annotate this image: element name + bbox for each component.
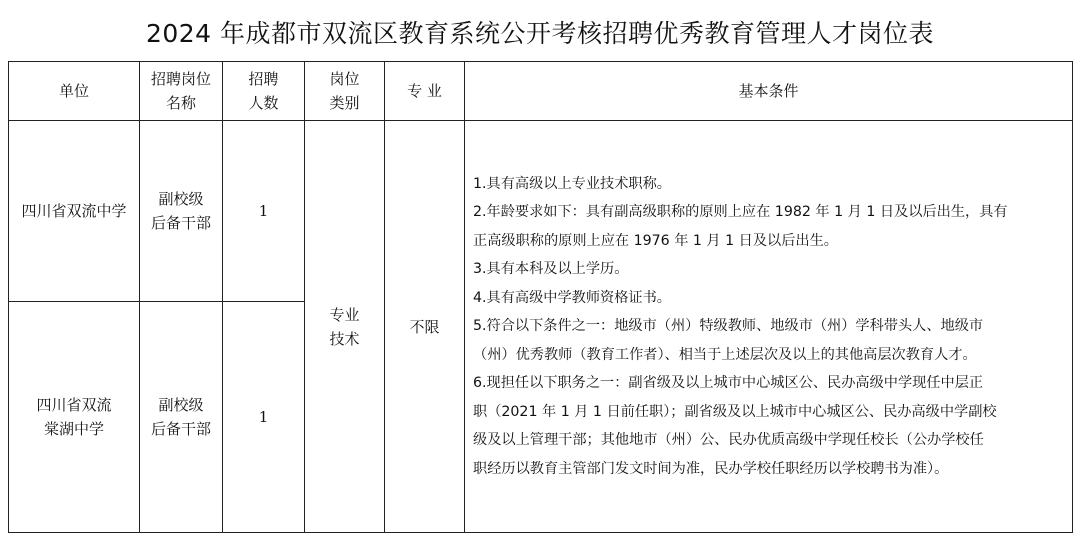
header-count-line2: 人数	[248, 94, 279, 112]
condition-line: 2.年龄要求如下：具有副高级职称的原则上应在 1982 年 1 月 1 日及以后出生，具有	[473, 204, 1008, 221]
position-line2: 后备干部	[150, 214, 211, 232]
condition-line: 职经历以教育主管部门发文时间为准，民办学校任职经历以学校聘书为准）。	[473, 460, 949, 477]
header-category-line2: 类别	[329, 94, 360, 112]
header-major: 专 业	[385, 62, 465, 121]
position-line1: 副校级	[158, 396, 204, 414]
header-unit: 单位	[9, 62, 140, 121]
condition-line: 3.具有本科及以上学历。	[473, 261, 629, 278]
page-title: 2024 年成都市双流区教育系统公开考核招聘优秀教育管理人才岗位表	[145, 19, 935, 48]
condition-line: 级及以上管理干部；其他地市（州）公、民办优质高级中学现任校长（公办学校任	[473, 432, 984, 449]
header-count	[223, 62, 305, 121]
count-cell: 1	[223, 121, 305, 302]
condition-line: 职（2021 年 1 月 1 日前任职）；副省级及以上城市中心城区公、民办高级中学副校	[473, 403, 997, 420]
conditions-cell	[465, 121, 1073, 533]
category-line1: 专业	[329, 305, 360, 324]
header-count-line1: 招聘	[248, 70, 279, 88]
header-row	[9, 62, 1073, 121]
unit-cell	[9, 302, 140, 533]
category-line2: 技术	[329, 329, 360, 348]
condition-line: 6.现担任以下职务之一：副省级及以上城市中心城区公、民办高级中学现任中层正	[473, 375, 984, 392]
category-cell	[305, 121, 385, 533]
header-position-name-line1: 招聘岗位	[150, 70, 211, 88]
unit-line1: 四川省双流	[36, 396, 112, 414]
header-category	[305, 62, 385, 121]
table-row	[9, 121, 1073, 302]
condition-line: 4.具有高级中学教师资格证书。	[473, 289, 671, 306]
unit-cell: 四川省双流中学	[9, 121, 140, 302]
header-category-line1: 岗位	[329, 70, 360, 88]
position-cell	[140, 302, 223, 533]
unit-line2: 棠湖中学	[43, 420, 104, 438]
header-position-name-line2: 名称	[165, 94, 196, 112]
condition-line: 5.符合以下条件之一：地级市（州）特级教师、地级市（州）学科带头人、地级市	[473, 318, 984, 335]
major-cell: 不限	[385, 121, 465, 533]
count-cell: 1	[223, 302, 305, 533]
header-position-name	[140, 62, 223, 121]
condition-line: 正高级职称的原则上应在 1976 年 1 月 1 日及以后出生。	[473, 232, 838, 249]
position-line1: 副校级	[158, 190, 204, 208]
condition-line: （州）优秀教师（教育工作者）、相当于上述层次及以上的其他高层次教育人才。	[473, 346, 977, 363]
condition-line: 1.具有高级以上专业技术职称。	[473, 175, 671, 192]
header-conditions: 基本条件	[465, 62, 1073, 121]
position-line2: 后备干部	[150, 420, 211, 438]
position-cell	[140, 121, 223, 302]
recruitment-table	[8, 61, 1073, 533]
